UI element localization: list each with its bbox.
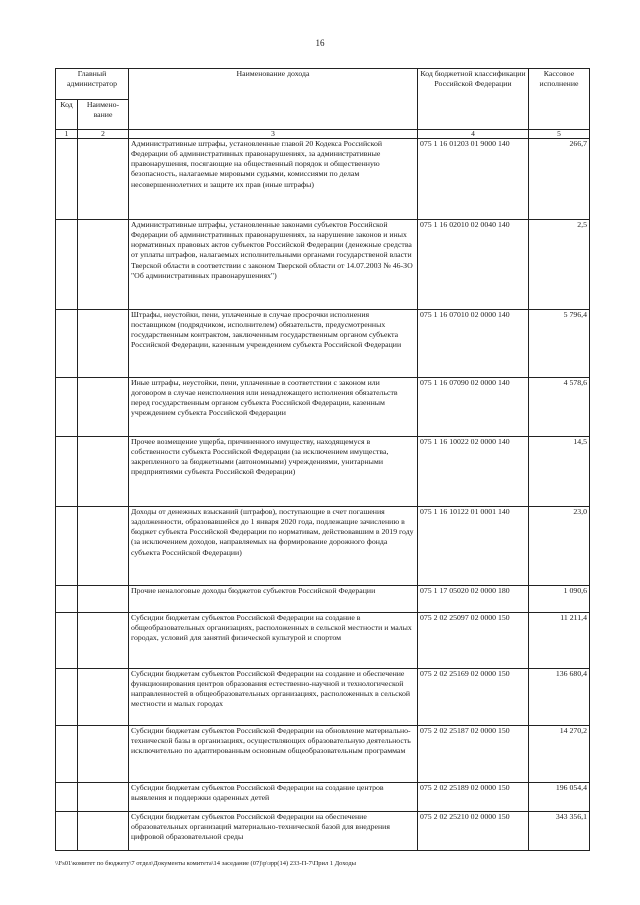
code-cell	[56, 220, 78, 310]
budget-code: 075 2 02 25210 02 0000 150	[418, 812, 529, 851]
amount: 196 054,4	[529, 783, 590, 812]
column-numbers-row	[56, 130, 590, 139]
budget-code: 075 1 16 01203 01 9000 140	[418, 139, 529, 220]
header-admin-group: Главный администратор	[56, 69, 129, 100]
budget-code: 075 1 16 07010 02 0000 140	[418, 310, 529, 378]
table-row	[56, 812, 590, 851]
code-cell	[56, 812, 78, 851]
table-header	[56, 69, 590, 139]
admin-name-cell	[78, 726, 129, 783]
table-row	[56, 507, 590, 586]
budget-code: 075 2 02 25187 02 0000 150	[418, 726, 529, 783]
amount: 1 090,6	[529, 586, 590, 613]
amount: 5 796,4	[529, 310, 590, 378]
admin-name-cell	[78, 437, 129, 507]
income-name: Административные штрафы, установленные законами субъектов Российской Федерации об административных правонарушениях, за нарушение законов и иных нормативных правовых актов субъектов Российской Федерации (денежные средства от уплаты штрафов, налагаемых исполнительными органами государственой власти Тверской области в соответствии с законом Тверской области от 14.07.2003 № 46-ЗО "Об административных правонарушениях")	[129, 220, 418, 310]
table-row	[56, 783, 590, 812]
income-name: Субсидии бюджетам субъектов Российской Федерации на создание в общеобразовательных организациях, расположенных в сельской местности и малых городах, условий для занятий физической культурой и спортом	[129, 613, 418, 669]
budget-code: 075 1 16 10022 02 0000 140	[418, 437, 529, 507]
admin-name-cell	[78, 139, 129, 220]
file-path-footer: \\Fs01\комитет по бюджету\7 отдел\Документы комитета\14 заседание (07)\р\зрр(14) 233-П-7\Прил 1 Доходы	[55, 860, 357, 867]
admin-name-cell	[78, 507, 129, 586]
code-cell	[56, 378, 78, 437]
income-name: Субсидии бюджетам субъектов Российской Федерации на обновление материально-технической базы в организациях, осуществляющих образовательную деятельность исключительно по адаптированным основным общеобразовательным программам	[129, 726, 418, 783]
admin-name-cell	[78, 812, 129, 851]
income-name: Доходы от денежных взысканий (штрафов), поступающие в счет погашения задолженности, образовавшейся до 1 января 2020 года, подлежащие зачислению в бюджет субъекта Российской Федерации по нормативам, действовавшим в 2019 году (за исключением доходов, направляемых на формирование дорожного фонда субъекта Российской Федерации)	[129, 507, 418, 586]
budget-code: 075 1 16 02010 02 0040 140	[418, 220, 529, 310]
admin-name-cell	[78, 783, 129, 812]
code-cell	[56, 613, 78, 669]
table-row	[56, 310, 590, 378]
code-cell	[56, 669, 78, 726]
table-row	[56, 139, 590, 220]
amount: 14,5	[529, 437, 590, 507]
income-name: Административные штрафы, установленные главой 20 Кодекса Российской Федерации об административных правонарушениях, за административные правонарушения, посягающие на общественный порядок и общественную безопасность, налагаемые мировыми судьями, комиссиями по делам несовершеннолетних и защите их прав (иные штрафы)	[129, 139, 418, 220]
column-number: 5	[529, 130, 590, 139]
table-row	[56, 586, 590, 613]
column-number: 4	[418, 130, 529, 139]
budget-code: 075 1 17 05020 02 0000 180	[418, 586, 529, 613]
admin-name-cell	[78, 669, 129, 726]
header-code: Код	[56, 100, 78, 130]
admin-name-cell	[78, 220, 129, 310]
code-cell	[56, 437, 78, 507]
income-name: Субсидии бюджетам субъектов Российской Федерации на обеспечение образовательных организаций материально-технической базой для внедрения цифровой образовательной среды	[129, 812, 418, 851]
income-name: Прочие неналоговые доходы бюджетов субъектов Российской Федерации	[129, 586, 418, 613]
table-row	[56, 726, 590, 783]
column-number: 3	[129, 130, 418, 139]
admin-name-cell	[78, 613, 129, 669]
budget-code: 075 2 02 25097 02 0000 150	[418, 613, 529, 669]
header-execution: Кассовое исполнение	[529, 69, 590, 130]
table-row	[56, 669, 590, 726]
table-row	[56, 613, 590, 669]
code-cell	[56, 507, 78, 586]
amount: 14 270,2	[529, 726, 590, 783]
budget-code: 075 1 16 10122 01 0001 140	[418, 507, 529, 586]
income-name: Штрафы, неустойки, пени, уплаченные в случае просрочки исполнения поставщиком (подрядчиком, исполнителем) обязательств, предусмотренных государственным контрактом, заключенным государственным органом субъекта Российской Федерации, казенным учреждением субъекта Российской Федерации	[129, 310, 418, 378]
column-number: 1	[56, 130, 78, 139]
code-cell	[56, 310, 78, 378]
page-number: 16	[315, 38, 325, 48]
table-body	[56, 139, 590, 851]
income-name: Субсидии бюджетам субъектов Российской Федерации на создание и обеспечение функционирования центров образования естественно-научной и технологической направленностей в общеобразовательных организациях, расположенных в сельской местности и малых городах	[129, 669, 418, 726]
amount: 2,5	[529, 220, 590, 310]
income-name: Субсидии бюджетам субъектов Российской Федерации на создание центров выявления и поддержки одаренных детей	[129, 783, 418, 812]
amount: 343 356,1	[529, 812, 590, 851]
table-row	[56, 378, 590, 437]
amount: 11 211,4	[529, 613, 590, 669]
code-cell	[56, 139, 78, 220]
amount: 266,7	[529, 139, 590, 220]
budget-code: 075 2 02 25169 02 0000 150	[418, 669, 529, 726]
table-row	[56, 437, 590, 507]
code-cell	[56, 783, 78, 812]
admin-name-cell	[78, 586, 129, 613]
budget-code: 075 2 02 25189 02 0000 150	[418, 783, 529, 812]
admin-name-cell	[78, 310, 129, 378]
column-number: 2	[78, 130, 129, 139]
budget-code: 075 1 16 07090 02 0000 140	[418, 378, 529, 437]
income-name: Прочее возмещение ущерба, причиненного имуществу, находящемуся в собственности субъекта Российской Федерации (за исключением имущества, закрепленного за бюджетными (автономными) учреждениями, унитарными предприятиями субъекта Российской Федерации)	[129, 437, 418, 507]
amount: 4 578,6	[529, 378, 590, 437]
amount: 23,0	[529, 507, 590, 586]
admin-name-cell	[78, 378, 129, 437]
income-name: Иные штрафы, неустойки, пени, уплаченные в соответствии с законом или договором в случае неисполнения или ненадлежащего исполнения обязательств перед государственным органом субъекта Российской Федерации, казенным учреждением субъекта Российской Федерации	[129, 378, 418, 437]
code-cell	[56, 586, 78, 613]
header-admin-name: Наимено-вание	[78, 100, 129, 130]
income-table	[55, 68, 590, 851]
amount: 136 680,4	[529, 669, 590, 726]
header-bcc: Код бюджетной классификации Российской Федерации	[418, 69, 529, 130]
header-income-name: Наименование дохода	[129, 69, 418, 130]
code-cell	[56, 726, 78, 783]
table-row	[56, 220, 590, 310]
